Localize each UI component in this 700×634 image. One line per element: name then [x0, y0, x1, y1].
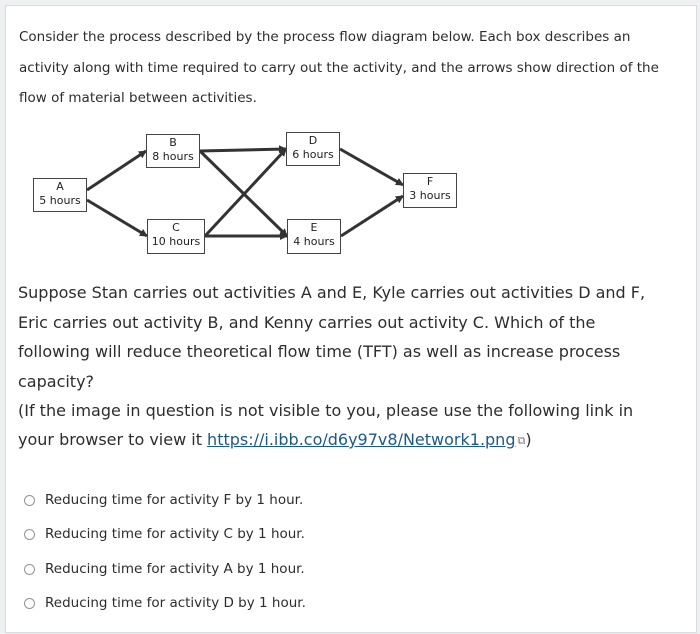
activity-time: 3 hours [409, 189, 451, 202]
activity-f-box [403, 173, 457, 208]
activity-b-box [146, 134, 200, 168]
activity-letter: B [169, 136, 177, 149]
activity-c-box [147, 219, 205, 254]
activity-letter: D [308, 134, 318, 147]
option-c[interactable] [24, 524, 305, 544]
activity-time: 8 hours [152, 150, 194, 163]
option-label: Reducing time for activity F by 1 hour. [45, 492, 304, 508]
image-link-note [18, 396, 658, 455]
option-label: Reducing time for activity C by 1 hour. [45, 526, 305, 542]
option-d[interactable] [24, 593, 306, 613]
activity-time: 6 hours [292, 148, 334, 161]
activity-e-box [287, 219, 341, 254]
activity-time: 10 hours [151, 235, 201, 248]
note-suffix: ) [525, 430, 532, 449]
option-a[interactable] [24, 559, 305, 579]
activity-letter: A [56, 180, 64, 193]
arrow-b-d [200, 149, 286, 151]
intro-paragraph: Consider the process described by the process flow diagram below. Each box describes an activity along with time required to carry out the activity, and the arrows show direction of the flow of material between activities. [19, 29, 659, 106]
activity-letter: E [310, 221, 318, 234]
question-text: Suppose Stan carries out activities A and E, Kyle carries out activities D and F, Eric carries out activity B, and Kenny carries out activity C. Which of the following will reduce theoretical flow time (TFT) as well as increase process capacity? [18, 283, 646, 391]
option-label: Reducing time for activity A by 1 hour. [45, 561, 305, 577]
activity-time: 5 hours [39, 194, 81, 207]
option-label: Reducing time for activity D by 1 hour. [45, 595, 306, 611]
radio-button[interactable] [24, 495, 35, 506]
radio-button[interactable] [24, 564, 35, 575]
activity-letter: C [172, 221, 180, 234]
external-link-icon: ⧉ [517, 434, 526, 447]
note-prefix: (If the image in question is not visible to you, please use the following link in your browser to view it [18, 401, 634, 449]
activity-d-box [286, 132, 340, 166]
diagram-arrows [87, 149, 403, 236]
option-f[interactable] [24, 490, 303, 510]
radio-button[interactable] [24, 529, 35, 540]
arrow-a-b [87, 151, 146, 190]
arrow-e-f [341, 196, 403, 236]
image-link[interactable]: https://i.ibb.co/d6y97v8/Network1.png [207, 430, 516, 449]
activity-letter: F [426, 175, 434, 188]
arrow-a-c [87, 200, 147, 236]
radio-button[interactable] [24, 598, 35, 609]
activity-time: 4 hours [293, 235, 335, 248]
arrow-d-f [340, 149, 403, 185]
activity-a-box [33, 178, 87, 212]
